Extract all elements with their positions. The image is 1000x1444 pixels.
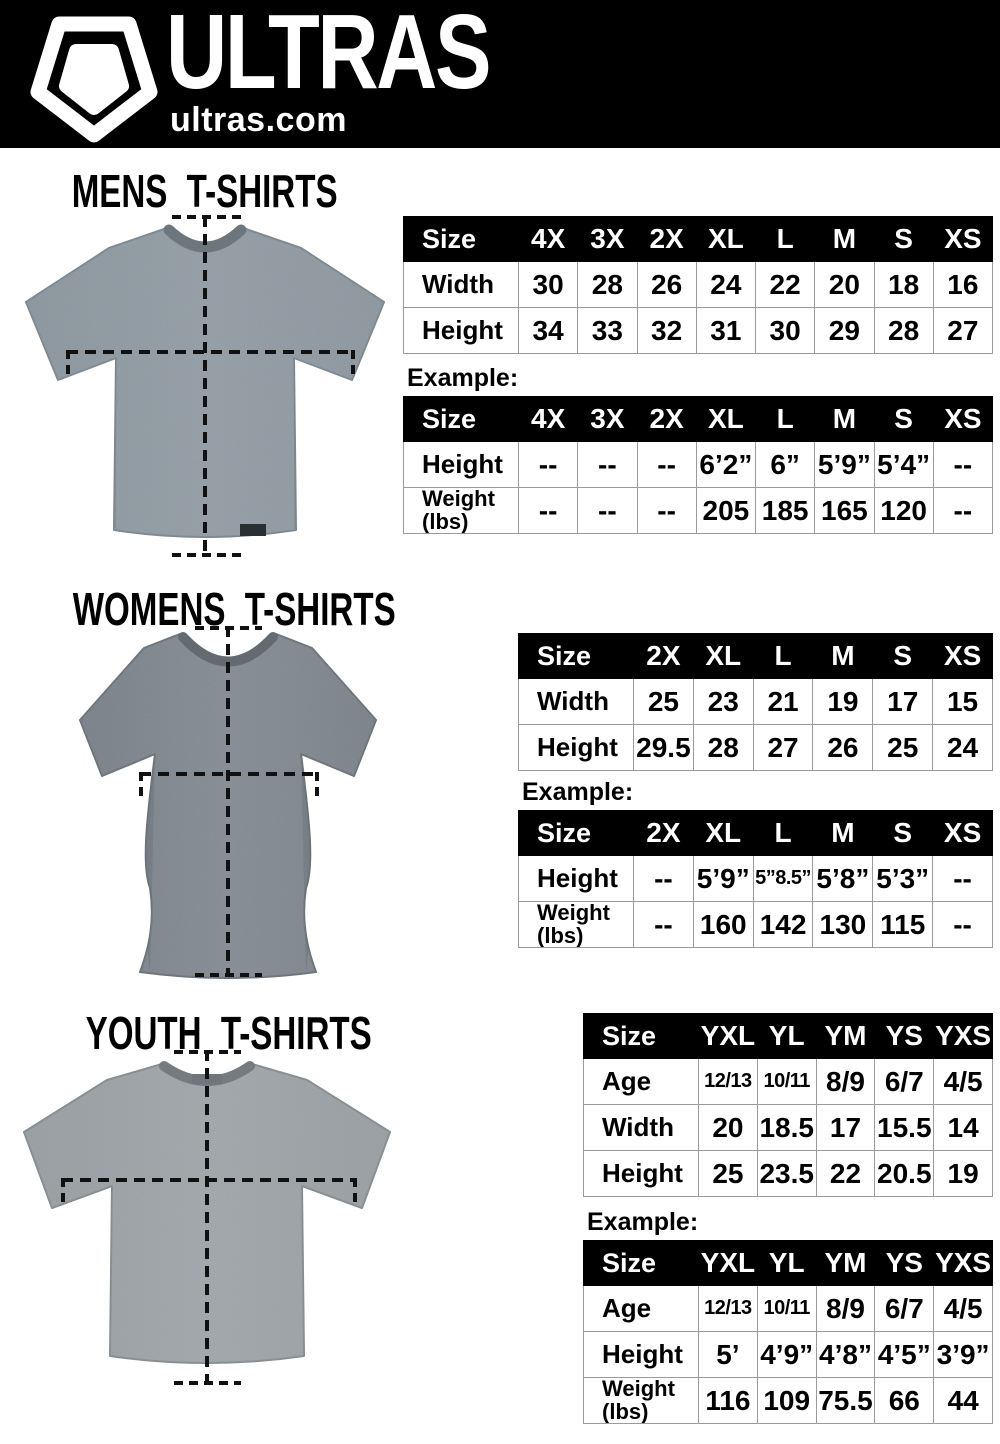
col-header-xl: XL (693, 811, 753, 856)
value-cell: 115 (873, 902, 933, 948)
value-cell: 24 (696, 262, 755, 308)
value-cell: 28 (874, 308, 933, 354)
section-title-mens: MENS T-SHIRTS (71, 165, 338, 217)
col-header-m: M (813, 811, 873, 856)
value-cell: 4/5 (934, 1286, 993, 1332)
table-row (404, 442, 993, 488)
col-header-4x: 4X (519, 397, 578, 442)
value-cell: 44 (934, 1378, 993, 1424)
col-header-ys: YS (875, 1014, 934, 1059)
womens-size-table (518, 633, 993, 771)
value-cell: 22 (756, 262, 815, 308)
col-header-2x: 2X (634, 634, 694, 679)
youth-example-label: Example: (587, 1208, 699, 1236)
table-row (404, 262, 993, 308)
value-cell: 16 (933, 262, 992, 308)
value-cell: 26 (813, 725, 873, 771)
value-cell: 22 (816, 1151, 875, 1197)
row-label: Weight (lbs) (404, 488, 519, 534)
mens-size-table (403, 216, 993, 354)
table-header-row (584, 1241, 993, 1286)
womens-example-table (518, 810, 993, 948)
value-cell: 5’8” (813, 856, 873, 902)
col-header-xs: XS (933, 811, 993, 856)
col-header-xs: XS (933, 217, 992, 262)
table-row (404, 308, 993, 354)
col-header-m: M (813, 634, 873, 679)
value-cell: 15 (933, 679, 993, 725)
value-cell: 21 (753, 679, 813, 725)
value-cell: 8/9 (816, 1286, 875, 1332)
table-header-row (404, 397, 993, 442)
table-row (404, 488, 993, 534)
value-cell: 23 (693, 679, 753, 725)
value-cell: 25 (699, 1151, 758, 1197)
row-label: Height (584, 1151, 699, 1197)
table-header-row (584, 1014, 993, 1059)
table-row (584, 1151, 993, 1197)
value-cell: -- (637, 442, 696, 488)
value-cell: 34 (519, 308, 578, 354)
value-cell: 26 (637, 262, 696, 308)
col-header-xl: XL (696, 397, 755, 442)
table-row (584, 1378, 993, 1424)
value-cell: 14 (934, 1105, 993, 1151)
col-header-xl: XL (696, 217, 755, 262)
col-header-4x: 4X (519, 217, 578, 262)
value-cell: -- (578, 442, 637, 488)
size-col-header: Size (404, 217, 519, 262)
value-cell: -- (634, 902, 694, 948)
value-cell: 12/13 (699, 1059, 758, 1105)
value-cell: 6” (756, 442, 815, 488)
col-header-l: L (756, 397, 815, 442)
value-cell: 20.5 (875, 1151, 934, 1197)
table-header-row (519, 811, 993, 856)
value-cell: -- (933, 442, 992, 488)
value-cell: 109 (757, 1378, 816, 1424)
value-cell: 10/11 (757, 1059, 816, 1105)
value-cell: 30 (519, 262, 578, 308)
value-cell: 10/11 (757, 1286, 816, 1332)
womens-tshirt-image (28, 624, 428, 990)
value-cell: 18 (874, 262, 933, 308)
youth-example-table (583, 1240, 993, 1424)
row-label: Height (519, 725, 634, 771)
size-col-header: Size (519, 811, 634, 856)
size-col-header: Size (584, 1241, 699, 1286)
value-cell: 142 (753, 902, 813, 948)
col-header-yxs: YXS (934, 1241, 993, 1286)
row-label: Age (584, 1286, 699, 1332)
value-cell: -- (634, 856, 694, 902)
youth-size-table (583, 1013, 993, 1197)
value-cell: 6/7 (875, 1059, 934, 1105)
value-cell: 28 (693, 725, 753, 771)
size-col-header: Size (519, 634, 634, 679)
col-header-l: L (753, 811, 813, 856)
table-row (519, 856, 993, 902)
size-col-header: Size (584, 1014, 699, 1059)
table-row (584, 1286, 993, 1332)
pentagon-shield-logo-icon (30, 4, 158, 144)
value-cell: 6’2” (696, 442, 755, 488)
col-header-xl: XL (693, 634, 753, 679)
value-cell: 15.5 (875, 1105, 934, 1151)
value-cell: 19 (813, 679, 873, 725)
row-label: Width (404, 262, 519, 308)
col-header-ym: YM (816, 1241, 875, 1286)
value-cell: 32 (637, 308, 696, 354)
col-header-2x: 2X (637, 217, 696, 262)
col-header-yl: YL (757, 1014, 816, 1059)
value-cell: -- (933, 856, 993, 902)
value-cell: 17 (816, 1105, 875, 1151)
col-header-ys: YS (875, 1241, 934, 1286)
mens-tshirt-image (12, 212, 397, 562)
value-cell: 31 (696, 308, 755, 354)
value-cell: 6/7 (875, 1286, 934, 1332)
womens-example-label: Example: (522, 778, 634, 806)
row-label: Height (584, 1332, 699, 1378)
table-row (584, 1059, 993, 1105)
value-cell: 8/9 (816, 1059, 875, 1105)
col-header-s: S (874, 397, 933, 442)
col-header-s: S (873, 811, 933, 856)
row-label: Width (519, 679, 634, 725)
col-header-m: M (815, 217, 874, 262)
value-cell: 18.5 (757, 1105, 816, 1151)
value-cell: 75.5 (816, 1378, 875, 1424)
value-cell: -- (933, 488, 992, 534)
row-label: Height (519, 856, 634, 902)
value-cell: 20 (815, 262, 874, 308)
col-header-xs: XS (933, 397, 992, 442)
value-cell: 5’4” (874, 442, 933, 488)
youth-tshirt-image (12, 1046, 402, 1398)
value-cell: -- (933, 902, 993, 948)
row-label: Height (404, 308, 519, 354)
value-cell: 30 (756, 308, 815, 354)
value-cell: 120 (874, 488, 933, 534)
row-label: Weight (lbs) (519, 902, 634, 948)
col-header-m: M (815, 397, 874, 442)
value-cell: 130 (813, 902, 873, 948)
value-cell: 4/5 (934, 1059, 993, 1105)
value-cell: 25 (873, 725, 933, 771)
value-cell: 20 (699, 1105, 758, 1151)
value-cell: 66 (875, 1378, 934, 1424)
col-header-3x: 3X (578, 217, 637, 262)
value-cell: 28 (578, 262, 637, 308)
size-col-header: Size (404, 397, 519, 442)
value-cell: 5’9” (815, 442, 874, 488)
value-cell: 160 (693, 902, 753, 948)
section-title-womens: WOMENS T-SHIRTS (72, 583, 396, 635)
col-header-yxs: YXS (934, 1014, 993, 1059)
value-cell: 5’9” (693, 856, 753, 902)
value-cell: 25 (634, 679, 694, 725)
value-cell: 3’9” (934, 1332, 993, 1378)
value-cell: -- (519, 442, 578, 488)
brand-domain: ultras.com (170, 101, 347, 139)
row-label: Age (584, 1059, 699, 1105)
table-row (519, 725, 993, 771)
value-cell: 5’3” (873, 856, 933, 902)
mens-example-table (403, 396, 993, 534)
table-row (519, 902, 993, 948)
value-cell: -- (637, 488, 696, 534)
row-label: Width (584, 1105, 699, 1151)
col-header-3x: 3X (578, 397, 637, 442)
col-header-ym: YM (816, 1014, 875, 1059)
value-cell: 205 (696, 488, 755, 534)
table-header-row (404, 217, 993, 262)
col-header-s: S (874, 217, 933, 262)
col-header-yl: YL (757, 1241, 816, 1286)
col-header-s: S (873, 634, 933, 679)
value-cell: 116 (699, 1378, 758, 1424)
col-header-xs: XS (933, 634, 993, 679)
value-cell: 5’ (699, 1332, 758, 1378)
row-label: Height (404, 442, 519, 488)
value-cell: -- (519, 488, 578, 534)
header-bar (0, 0, 1000, 148)
col-header-2x: 2X (634, 811, 694, 856)
value-cell: 185 (756, 488, 815, 534)
value-cell: 19 (934, 1151, 993, 1197)
row-label: Weight (lbs) (584, 1378, 699, 1424)
table-row (584, 1105, 993, 1151)
value-cell: 23.5 (757, 1151, 816, 1197)
value-cell: 4’5” (875, 1332, 934, 1378)
col-header-2x: 2X (637, 397, 696, 442)
value-cell: 165 (815, 488, 874, 534)
value-cell: 12/13 (699, 1286, 758, 1332)
value-cell: 29.5 (634, 725, 694, 771)
value-cell: 4’9” (757, 1332, 816, 1378)
table-row (519, 679, 993, 725)
section-title-youth: YOUTH T-SHIRTS (85, 1007, 372, 1059)
value-cell: 5”8.5” (753, 856, 813, 902)
mens-example-label: Example: (407, 364, 519, 392)
value-cell: 17 (873, 679, 933, 725)
value-cell: 27 (753, 725, 813, 771)
value-cell: 27 (933, 308, 992, 354)
col-header-l: L (753, 634, 813, 679)
brand-title: ULTRAS (166, 0, 490, 111)
table-header-row (519, 634, 993, 679)
value-cell: 33 (578, 308, 637, 354)
col-header-yxl: YXL (699, 1014, 758, 1059)
mens-hem-label (240, 524, 266, 536)
value-cell: 4’8” (816, 1332, 875, 1378)
table-row (584, 1332, 993, 1378)
col-header-yxl: YXL (699, 1241, 758, 1286)
value-cell: 24 (933, 725, 993, 771)
col-header-l: L (756, 217, 815, 262)
value-cell: -- (578, 488, 637, 534)
value-cell: 29 (815, 308, 874, 354)
